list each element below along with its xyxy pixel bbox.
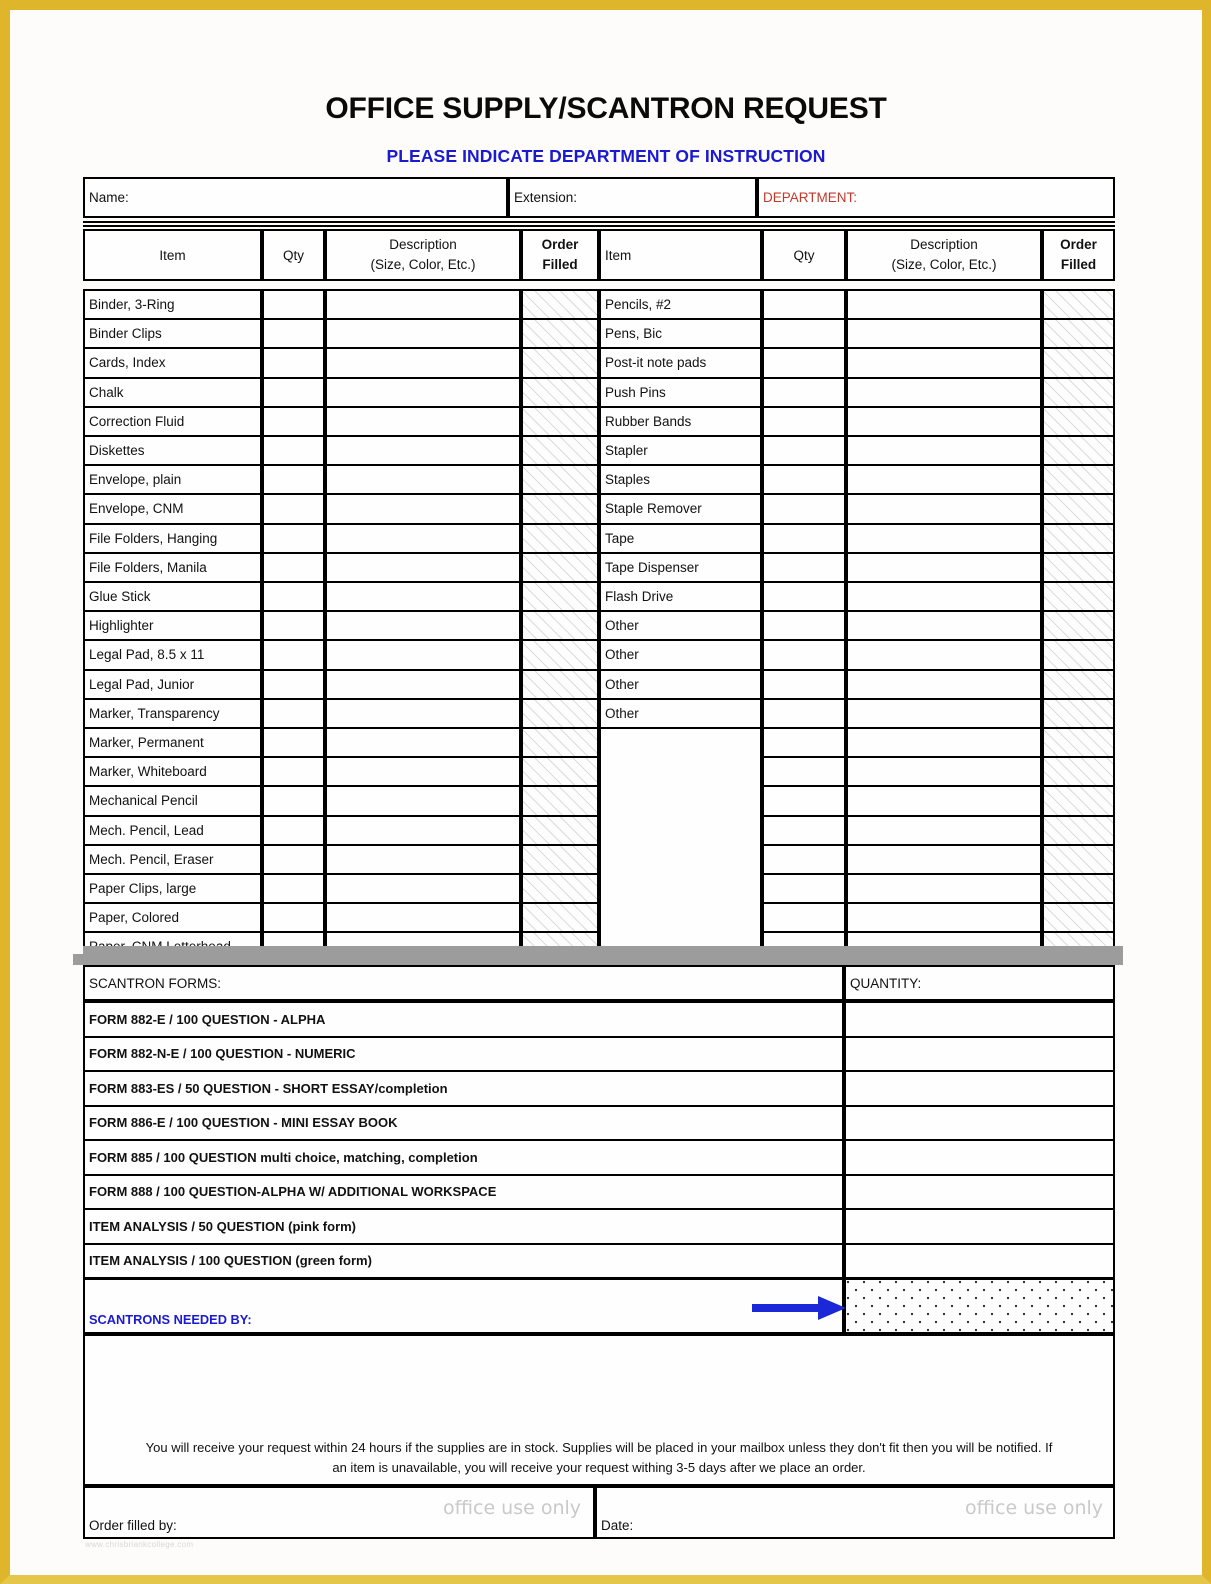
cell-label: Marker, Transparency <box>89 705 220 721</box>
qty-input-left[interactable] <box>262 493 325 524</box>
cell-label: Envelope, CNM <box>89 501 184 517</box>
description-input-left[interactable] <box>325 406 521 437</box>
qty-input-left[interactable] <box>262 639 325 670</box>
page-watermark: www.chrisbriankcollege.com <box>85 1540 194 1549</box>
order-filled-right <box>1042 552 1115 583</box>
cell-label: Pens, Bic <box>605 326 663 342</box>
order-filled-left <box>521 873 599 904</box>
cell-label: Pencils, #2 <box>605 297 672 313</box>
header-label: Order <box>541 236 579 252</box>
cell-label: Post-it note pads <box>605 355 707 371</box>
cell-label: ITEM ANALYSIS / 50 QUESTION (pink form) <box>89 1218 357 1234</box>
order-filled-left <box>521 610 599 641</box>
supply-item-left <box>83 347 262 378</box>
description-input-left[interactable] <box>325 377 521 408</box>
department-label: DEPARTMENT: <box>763 190 858 205</box>
description-input-left[interactable] <box>325 435 521 466</box>
cell-label: Chalk <box>89 384 124 400</box>
cell-label: Mech. Pencil, Eraser <box>89 851 214 867</box>
order-filled-by-label: Order filled by: <box>89 1518 177 1533</box>
scantron-quantity-input[interactable] <box>844 1036 1115 1073</box>
cell-label: Tape Dispenser <box>605 559 699 575</box>
qty-input-left[interactable] <box>262 435 325 466</box>
cell-label: Paper Clips, large <box>89 881 197 897</box>
description-input-left[interactable] <box>325 727 521 758</box>
cell-label: FORM 883-ES / 50 QUESTION - SHORT ESSAY/completion <box>89 1080 448 1096</box>
cell-label: Mech. Pencil, Lead <box>89 822 204 838</box>
description-input-right[interactable] <box>846 493 1042 524</box>
qty-input-left[interactable] <box>262 756 325 787</box>
description-input-left[interactable] <box>325 698 521 729</box>
description-input-left[interactable] <box>325 873 521 904</box>
qty-input-left[interactable] <box>262 289 325 320</box>
order-filled-right <box>1042 377 1115 408</box>
cell-label: Rubber Bands <box>605 413 692 429</box>
scantron-quantity-input[interactable] <box>844 1070 1115 1107</box>
cell-label: File Folders, Manila <box>89 559 207 575</box>
scantron-quantity-input[interactable] <box>844 1174 1115 1211</box>
supply-item-right <box>599 377 762 408</box>
supply-item-left <box>83 493 262 524</box>
order-filled-left <box>521 698 599 729</box>
supply-item-left <box>83 727 262 758</box>
qty-input-left[interactable] <box>262 464 325 495</box>
supply-item-right <box>599 552 762 583</box>
scantron-form-row <box>83 1036 844 1073</box>
supply-item-right <box>599 698 762 729</box>
description-input-right[interactable] <box>846 844 1042 875</box>
order-filled-left <box>521 639 599 670</box>
cell-label: Flash Drive <box>605 589 674 605</box>
description-input-left[interactable] <box>325 493 521 524</box>
order-filled-left <box>521 318 599 349</box>
supply-item-right <box>599 464 762 495</box>
description-input-left[interactable] <box>325 756 521 787</box>
supply-item-left <box>83 902 262 933</box>
order-filled-left <box>521 552 599 583</box>
description-input-left[interactable] <box>325 669 521 700</box>
description-input-right[interactable] <box>846 669 1042 700</box>
description-input-left[interactable] <box>325 902 521 933</box>
info-row-rule <box>83 221 1115 227</box>
cell-label: Glue Stick <box>89 589 151 605</box>
fulfillment-note-line1: You will receive your request within 24 hours if the supplies are in stock. Supplies will be placed in your mailbox unless they don't fit then you will be notified. If <box>145 1440 1053 1455</box>
supply-item-left <box>83 523 262 554</box>
order-filled-left <box>521 727 599 758</box>
header-label: Item <box>605 247 632 263</box>
supply-item-right <box>599 435 762 466</box>
qty-input-right[interactable] <box>762 844 846 875</box>
qty-input-right[interactable] <box>762 815 846 846</box>
date-label: Date: <box>601 1518 634 1533</box>
cell-label: Correction Fluid <box>89 413 185 429</box>
scantrons-needed-by-field[interactable] <box>83 1278 844 1334</box>
order-filled-left <box>521 785 599 816</box>
qty-input-left[interactable] <box>262 581 325 612</box>
description-input-right[interactable] <box>846 698 1042 729</box>
fulfillment-note <box>93 1438 1105 1478</box>
scantrons-needed-by-value[interactable] <box>844 1278 1115 1334</box>
supply-item-left <box>83 785 262 816</box>
qty-input-left[interactable] <box>262 377 325 408</box>
supply-item-right <box>599 610 762 641</box>
cell-label: Stapler <box>605 443 648 459</box>
supply-item-right <box>599 493 762 524</box>
header-qty-left <box>262 229 325 281</box>
qty-input-left[interactable] <box>262 698 325 729</box>
order-filled-right <box>1042 435 1115 466</box>
qty-input-right[interactable] <box>762 552 846 583</box>
cell-label: FORM 882-E / 100 QUESTION - ALPHA <box>89 1011 326 1027</box>
scantron-quantity-header <box>844 965 1115 1001</box>
cell-label: Envelope, plain <box>89 472 182 488</box>
qty-input-right[interactable] <box>762 727 846 758</box>
header-item-right <box>599 229 762 281</box>
order-filled-right <box>1042 289 1115 320</box>
header-label: Order <box>1060 236 1097 252</box>
cell-label: SCANTRON FORMS: <box>89 975 222 991</box>
qty-input-right[interactable] <box>762 347 846 378</box>
supply-item-left <box>83 815 262 846</box>
header-description-right <box>846 229 1042 281</box>
order-filled-right <box>1042 698 1115 729</box>
scantron-quantity-input[interactable] <box>844 1208 1115 1245</box>
qty-input-left[interactable] <box>262 552 325 583</box>
supply-item-left <box>83 669 262 700</box>
scantron-form-row <box>83 1001 844 1038</box>
page-title: OFFICE SUPPLY/SCANTRON REQUEST <box>325 92 887 125</box>
qty-input-left[interactable] <box>262 902 325 933</box>
supply-item-left <box>83 581 262 612</box>
description-input-right[interactable] <box>846 435 1042 466</box>
extension-label: Extension: <box>514 190 578 205</box>
qty-input-left[interactable] <box>262 669 325 700</box>
order-filled-right <box>1042 756 1115 787</box>
header-sublabel: (Size, Color, Etc.) <box>370 257 476 272</box>
order-filled-left <box>521 669 599 700</box>
supply-item-left <box>83 289 262 320</box>
order-filled-left <box>521 347 599 378</box>
cell-label: FORM 888 / 100 QUESTION-ALPHA W/ ADDITIONAL WORKSPACE <box>89 1184 497 1200</box>
order-filled-left <box>521 523 599 554</box>
scantron-form-row <box>83 1208 844 1245</box>
description-input-left[interactable] <box>325 844 521 875</box>
blue-arrow-icon <box>752 1295 848 1321</box>
cell-label: Other <box>605 647 639 663</box>
order-filled-right <box>1042 815 1115 846</box>
description-input-right[interactable] <box>846 902 1042 933</box>
order-filled-left <box>521 289 599 320</box>
supply-item-right <box>599 639 762 670</box>
order-filled-left <box>521 815 599 846</box>
header-sublabel: Filled <box>1060 257 1097 272</box>
qty-input-right[interactable] <box>762 523 846 554</box>
supply-item-left <box>83 639 262 670</box>
cell-label: Mechanical Pencil <box>89 793 198 809</box>
description-input-right[interactable] <box>846 581 1042 612</box>
cell-label: Other <box>605 618 639 634</box>
scantron-quantity-input[interactable] <box>844 1001 1115 1038</box>
supply-item-left <box>83 552 262 583</box>
office-use-only-right: office use only <box>965 1497 1104 1519</box>
order-filled-right <box>1042 727 1115 758</box>
supply-item-right <box>599 318 762 349</box>
qty-input-left[interactable] <box>262 610 325 641</box>
description-input-right[interactable] <box>846 727 1042 758</box>
description-input-right[interactable] <box>846 873 1042 904</box>
scantrons-needed-by-label: SCANTRONS NEEDED BY: <box>89 1312 252 1327</box>
cell-label: FORM 885 / 100 QUESTION multi choice, matching, completion <box>89 1149 478 1165</box>
description-input-right[interactable] <box>846 552 1042 583</box>
cell-label: Paper, Colored <box>89 910 180 926</box>
order-filled-right <box>1042 873 1115 904</box>
order-filled-left <box>521 756 599 787</box>
description-input-right[interactable] <box>846 406 1042 437</box>
description-input-left[interactable] <box>325 815 521 846</box>
qty-input-right[interactable] <box>762 785 846 816</box>
scantron-quantity-input[interactable] <box>844 1139 1115 1176</box>
header-sublabel: (Size, Color, Etc.) <box>891 257 997 272</box>
cell-label: File Folders, Hanging <box>89 530 218 546</box>
description-input-left[interactable] <box>325 289 521 320</box>
description-input-left[interactable] <box>325 464 521 495</box>
supply-item-left <box>83 610 262 641</box>
supply-item-left <box>83 318 262 349</box>
order-filled-right <box>1042 639 1115 670</box>
description-input-right[interactable] <box>846 785 1042 816</box>
description-input-left[interactable] <box>325 610 521 641</box>
supply-item-right <box>599 669 762 700</box>
supply-item-right <box>599 406 762 437</box>
qty-input-left[interactable] <box>262 727 325 758</box>
supply-item-left <box>83 756 262 787</box>
supply-item-left <box>83 698 262 729</box>
supply-item-right <box>599 289 762 320</box>
supply-item-left <box>83 406 262 437</box>
qty-input-left[interactable] <box>262 873 325 904</box>
description-input-right[interactable] <box>846 318 1042 349</box>
scantron-form-row <box>83 1243 844 1280</box>
qty-input-right[interactable] <box>762 756 846 787</box>
qty-input-left[interactable] <box>262 347 325 378</box>
description-input-right[interactable] <box>846 347 1042 378</box>
office-use-only-left: office use only <box>443 1497 582 1519</box>
cell-label: Diskettes <box>89 443 145 459</box>
qty-input-right[interactable] <box>762 377 846 408</box>
qty-input-right[interactable] <box>762 493 846 524</box>
order-filled-right <box>1042 669 1115 700</box>
supply-item-left <box>83 464 262 495</box>
order-filled-right <box>1042 347 1115 378</box>
supply-item-left <box>83 435 262 466</box>
cell-label: Highlighter <box>89 618 154 634</box>
header-order-filled-left <box>521 229 599 281</box>
scantron-form-row <box>83 1174 844 1211</box>
qty-input-right[interactable] <box>762 581 846 612</box>
order-filled-right <box>1042 318 1115 349</box>
header-label: Description <box>389 236 457 252</box>
qty-input-right[interactable] <box>762 289 846 320</box>
qty-input-left[interactable] <box>262 844 325 875</box>
cell-label: Legal Pad, Junior <box>89 676 195 692</box>
cell-label: Marker, Whiteboard <box>89 764 207 780</box>
header-label: Qty <box>282 247 304 263</box>
cell-label: Staple Remover <box>605 501 702 517</box>
description-input-right[interactable] <box>846 289 1042 320</box>
cell-label: Staples <box>605 472 651 488</box>
order-filled-right <box>1042 581 1115 612</box>
qty-input-right[interactable] <box>762 669 846 700</box>
header-label: Item <box>159 247 186 263</box>
order-filled-left <box>521 406 599 437</box>
description-input-right[interactable] <box>846 377 1042 408</box>
cell-label: Push Pins <box>605 384 666 400</box>
section-divider-shadow-2 <box>73 954 1123 965</box>
cell-label: ITEM ANALYSIS / 100 QUESTION (green form) <box>89 1253 372 1269</box>
scantron-quantity-input[interactable] <box>844 1243 1115 1280</box>
qty-input-left[interactable] <box>262 785 325 816</box>
qty-input-right[interactable] <box>762 318 846 349</box>
order-filled-right <box>1042 610 1115 641</box>
header-label: Description <box>910 236 978 252</box>
order-filled-left <box>521 581 599 612</box>
scantron-form-row <box>83 1105 844 1142</box>
qty-input-right[interactable] <box>762 639 846 670</box>
cell-label: Legal Pad, 8.5 x 11 <box>89 647 205 663</box>
supply-item-right-blank[interactable] <box>599 727 762 963</box>
order-filled-left <box>521 377 599 408</box>
form-page <box>10 10 1202 1575</box>
scantron-quantity-input[interactable] <box>844 1105 1115 1142</box>
header-sublabel: Filled <box>542 257 578 272</box>
order-filled-left <box>521 902 599 933</box>
cell-label: Tape <box>605 530 635 546</box>
header-order-filled-right <box>1042 229 1115 281</box>
header-qty-right <box>762 229 846 281</box>
department-field[interactable] <box>757 177 1115 218</box>
qty-input-right[interactable] <box>762 464 846 495</box>
description-input-right[interactable] <box>846 523 1042 554</box>
order-filled-right <box>1042 406 1115 437</box>
description-input-left[interactable] <box>325 552 521 583</box>
cell-label: Cards, Index <box>89 355 166 371</box>
order-filled-right <box>1042 785 1115 816</box>
qty-input-left[interactable] <box>262 523 325 554</box>
cell-label: FORM 882-N-E / 100 QUESTION - NUMERIC <box>89 1046 356 1062</box>
supply-item-right <box>599 347 762 378</box>
order-filled-right <box>1042 493 1115 524</box>
description-input-left[interactable] <box>325 581 521 612</box>
description-input-right[interactable] <box>846 464 1042 495</box>
description-input-left[interactable] <box>325 318 521 349</box>
header-label: Qty <box>793 247 815 263</box>
cell-label: FORM 886-E / 100 QUESTION - MINI ESSAY BOOK <box>89 1115 398 1131</box>
description-input-left[interactable] <box>325 347 521 378</box>
supply-item-left <box>83 873 262 904</box>
description-input-left[interactable] <box>325 523 521 554</box>
order-filled-left <box>521 464 599 495</box>
cell-label: Binder, 3-Ring <box>89 297 175 313</box>
name-field[interactable] <box>83 177 508 218</box>
description-input-right[interactable] <box>846 815 1042 846</box>
description-input-left[interactable] <box>325 785 521 816</box>
qty-input-left[interactable] <box>262 318 325 349</box>
cell-label: Other <box>605 676 639 692</box>
header-item-left <box>83 229 262 281</box>
qty-input-right[interactable] <box>762 610 846 641</box>
qty-input-right[interactable] <box>762 698 846 729</box>
supply-item-left <box>83 844 262 875</box>
qty-input-left[interactable] <box>262 815 325 846</box>
fulfillment-note-line2: an item is unavailable, you will receive your request withing 3-5 days after we place an order. <box>332 1460 866 1476</box>
cell-label: Marker, Permanent <box>89 735 204 751</box>
page-subtitle: PLEASE INDICATE DEPARTMENT OF INSTRUCTION <box>386 146 826 166</box>
order-filled-right <box>1042 902 1115 933</box>
cell-label: QUANTITY: <box>850 975 922 991</box>
order-filled-right <box>1042 523 1115 554</box>
scantron-forms-header <box>83 965 844 1001</box>
scantron-form-row <box>83 1070 844 1107</box>
qty-input-right[interactable] <box>762 435 846 466</box>
scantron-form-row <box>83 1139 844 1176</box>
order-filled-left <box>521 844 599 875</box>
cell-label: Binder Clips <box>89 326 162 342</box>
supply-item-right <box>599 523 762 554</box>
name-label: Name: <box>89 190 129 205</box>
qty-input-right[interactable] <box>762 406 846 437</box>
cell-label: Other <box>605 705 639 721</box>
qty-input-right[interactable] <box>762 873 846 904</box>
extension-field[interactable] <box>508 177 757 218</box>
header-description-left <box>325 229 521 281</box>
supply-item-left <box>83 377 262 408</box>
order-filled-right <box>1042 464 1115 495</box>
description-input-right[interactable] <box>846 756 1042 787</box>
order-filled-left <box>521 435 599 466</box>
description-input-right[interactable] <box>846 610 1042 641</box>
qty-input-left[interactable] <box>262 406 325 437</box>
supply-item-right <box>599 581 762 612</box>
description-input-left[interactable] <box>325 639 521 670</box>
description-input-right[interactable] <box>846 639 1042 670</box>
order-filled-right <box>1042 844 1115 875</box>
order-filled-left <box>521 493 599 524</box>
qty-input-right[interactable] <box>762 902 846 933</box>
